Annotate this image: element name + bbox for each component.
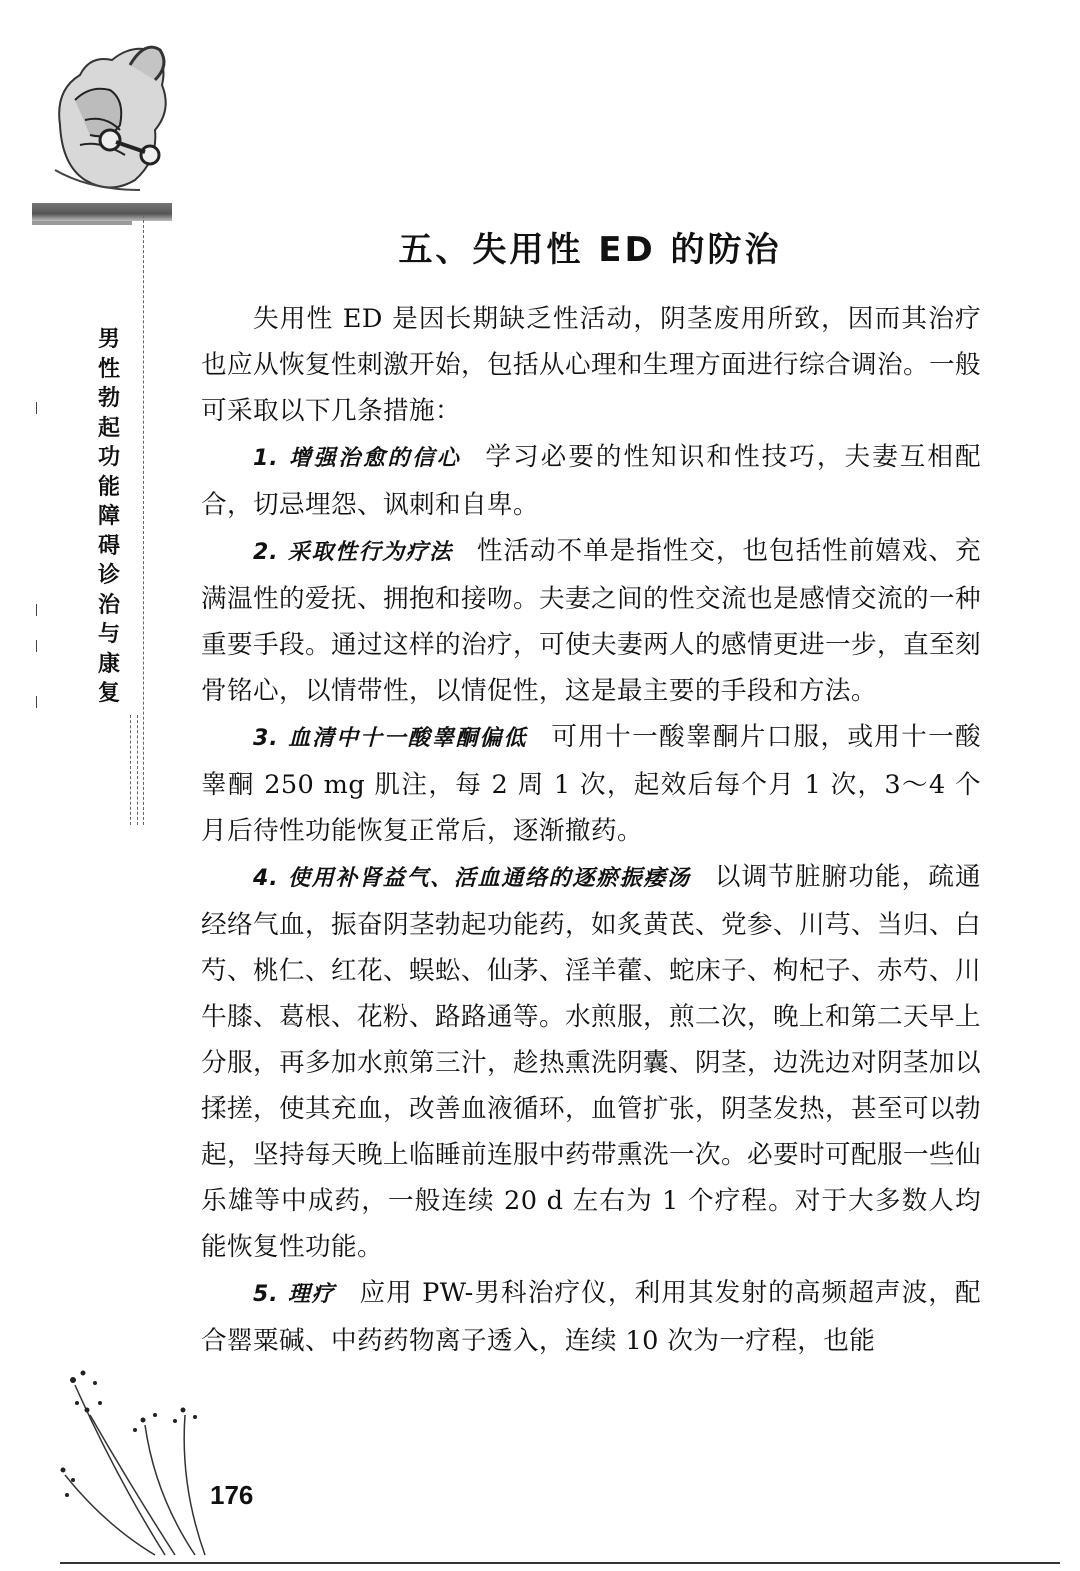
measure-paragraph	[201, 714, 981, 854]
running-head-char: 治	[97, 592, 120, 618]
running-head-char: 康	[97, 651, 120, 677]
measure-lead: 5. 理疗	[253, 1282, 336, 1307]
measure-text: 性活动不单是指性交，也包括性前嬉戏、充满温性的爱抚、拥抱和接吻。夫妻之间的性交流也是感情交流的一种重要手段。通过这样的治疗，可使夫妻两人的感情更进一步，直至刻骨铭心，以情带性，以情促性，这是最主要的手段和方法。	[201, 536, 981, 706]
measure-text: 学习必要的性知识和性技巧，夫妻互相配合，切忌埋怨、讽刺和自卑。	[201, 442, 981, 520]
running-head-vertical	[92, 325, 126, 709]
running-head-char: 起	[97, 415, 120, 441]
running-head-char: 诊	[97, 563, 120, 588]
measure-paragraph	[201, 434, 981, 528]
running-head-char: 勃	[97, 386, 120, 411]
running-head-char: 障	[97, 504, 120, 529]
measure-lead: 4. 使用补肾益气、活血通络的逐瘀振痿汤	[253, 866, 691, 891]
margin-tick	[36, 696, 37, 708]
running-head-char: 与	[97, 622, 120, 647]
margin-tick	[36, 604, 37, 616]
measure-paragraph	[201, 1270, 981, 1364]
body-text	[201, 296, 981, 1364]
measure-text: 以调节脏腑功能，疏通经络气血，振奋阴茎勃起功能药，如炙黄芪、党参、川芎、当归、白芍、桃仁、红花、蜈蚣、仙茅、淫羊藿、蛇床子、枸杞子、赤芍、川牛膝、葛根、花粉、路路通等。水煎服，煎二次，晚上和第二天早上分服，再多加水煎第三汁，趁热熏洗阴囊、阴茎，边洗边对阴茎加以揉搓，使其充血，改善血液循环，血管扩张，阴茎发热，甚至可以勃起，坚持每天晚上临睡前连服中药带熏洗一次。必要时可配服一些仙乐雄等中成药，一般连续 20 d 左右为 1 个疗程。对于大多数人均能恢复性功能。	[201, 862, 981, 1262]
running-head-char: 男	[97, 327, 120, 352]
section-heading: 五、失用性 ED 的防治	[398, 230, 782, 270]
margin-dashed-line	[130, 715, 131, 825]
measure-text: 应用 PW-男科治疗仪，利用其发射的高频超声波，配合罂粟碱、中药药物离子透入，连续 10 次为一疗程，也能	[201, 1278, 982, 1356]
running-head-char: 能	[97, 474, 120, 500]
measure-lead: 2. 采取性行为疗法	[253, 540, 453, 565]
margin-gray-bar-shadow	[32, 221, 132, 225]
measure-lead: 1. 增强治愈的信心	[253, 446, 462, 471]
bodybuilder-illustration	[50, 30, 175, 200]
margin-dashed-line	[143, 215, 144, 825]
running-head-char: 性	[97, 356, 120, 382]
margin-gray-bar	[32, 203, 172, 221]
floral-spray-decoration	[55, 1355, 225, 1560]
intro-paragraph: 失用性 ED 是因长期缺乏性活动，阴茎废用所致，因而其治疗也应从恢复性刺激开始，包括从心理和生理方面进行综合调治。一般可采取以下几条措施：	[201, 304, 981, 426]
running-head-char: 复	[97, 681, 120, 706]
measure-paragraph	[201, 528, 981, 714]
measure-text: 可用十一酸睾酮片口服，或用十一酸睾酮 250 mg 肌注，每 2 周 1 次，起效后每个月 1 次，3～4 个月后待性功能恢复正常后，逐渐撤药。	[201, 722, 982, 846]
page-number: 176	[210, 1480, 254, 1510]
margin-tick	[36, 402, 37, 414]
bottom-rule	[60, 1562, 1060, 1564]
margin-dashed-line	[137, 715, 138, 825]
running-head-char: 功	[97, 445, 120, 470]
measure-paragraph	[201, 854, 981, 1270]
running-head-char: 碍	[97, 533, 120, 559]
margin-tick	[36, 640, 37, 652]
measure-lead: 3. 血清中十一酸睾酮偏低	[253, 726, 528, 751]
